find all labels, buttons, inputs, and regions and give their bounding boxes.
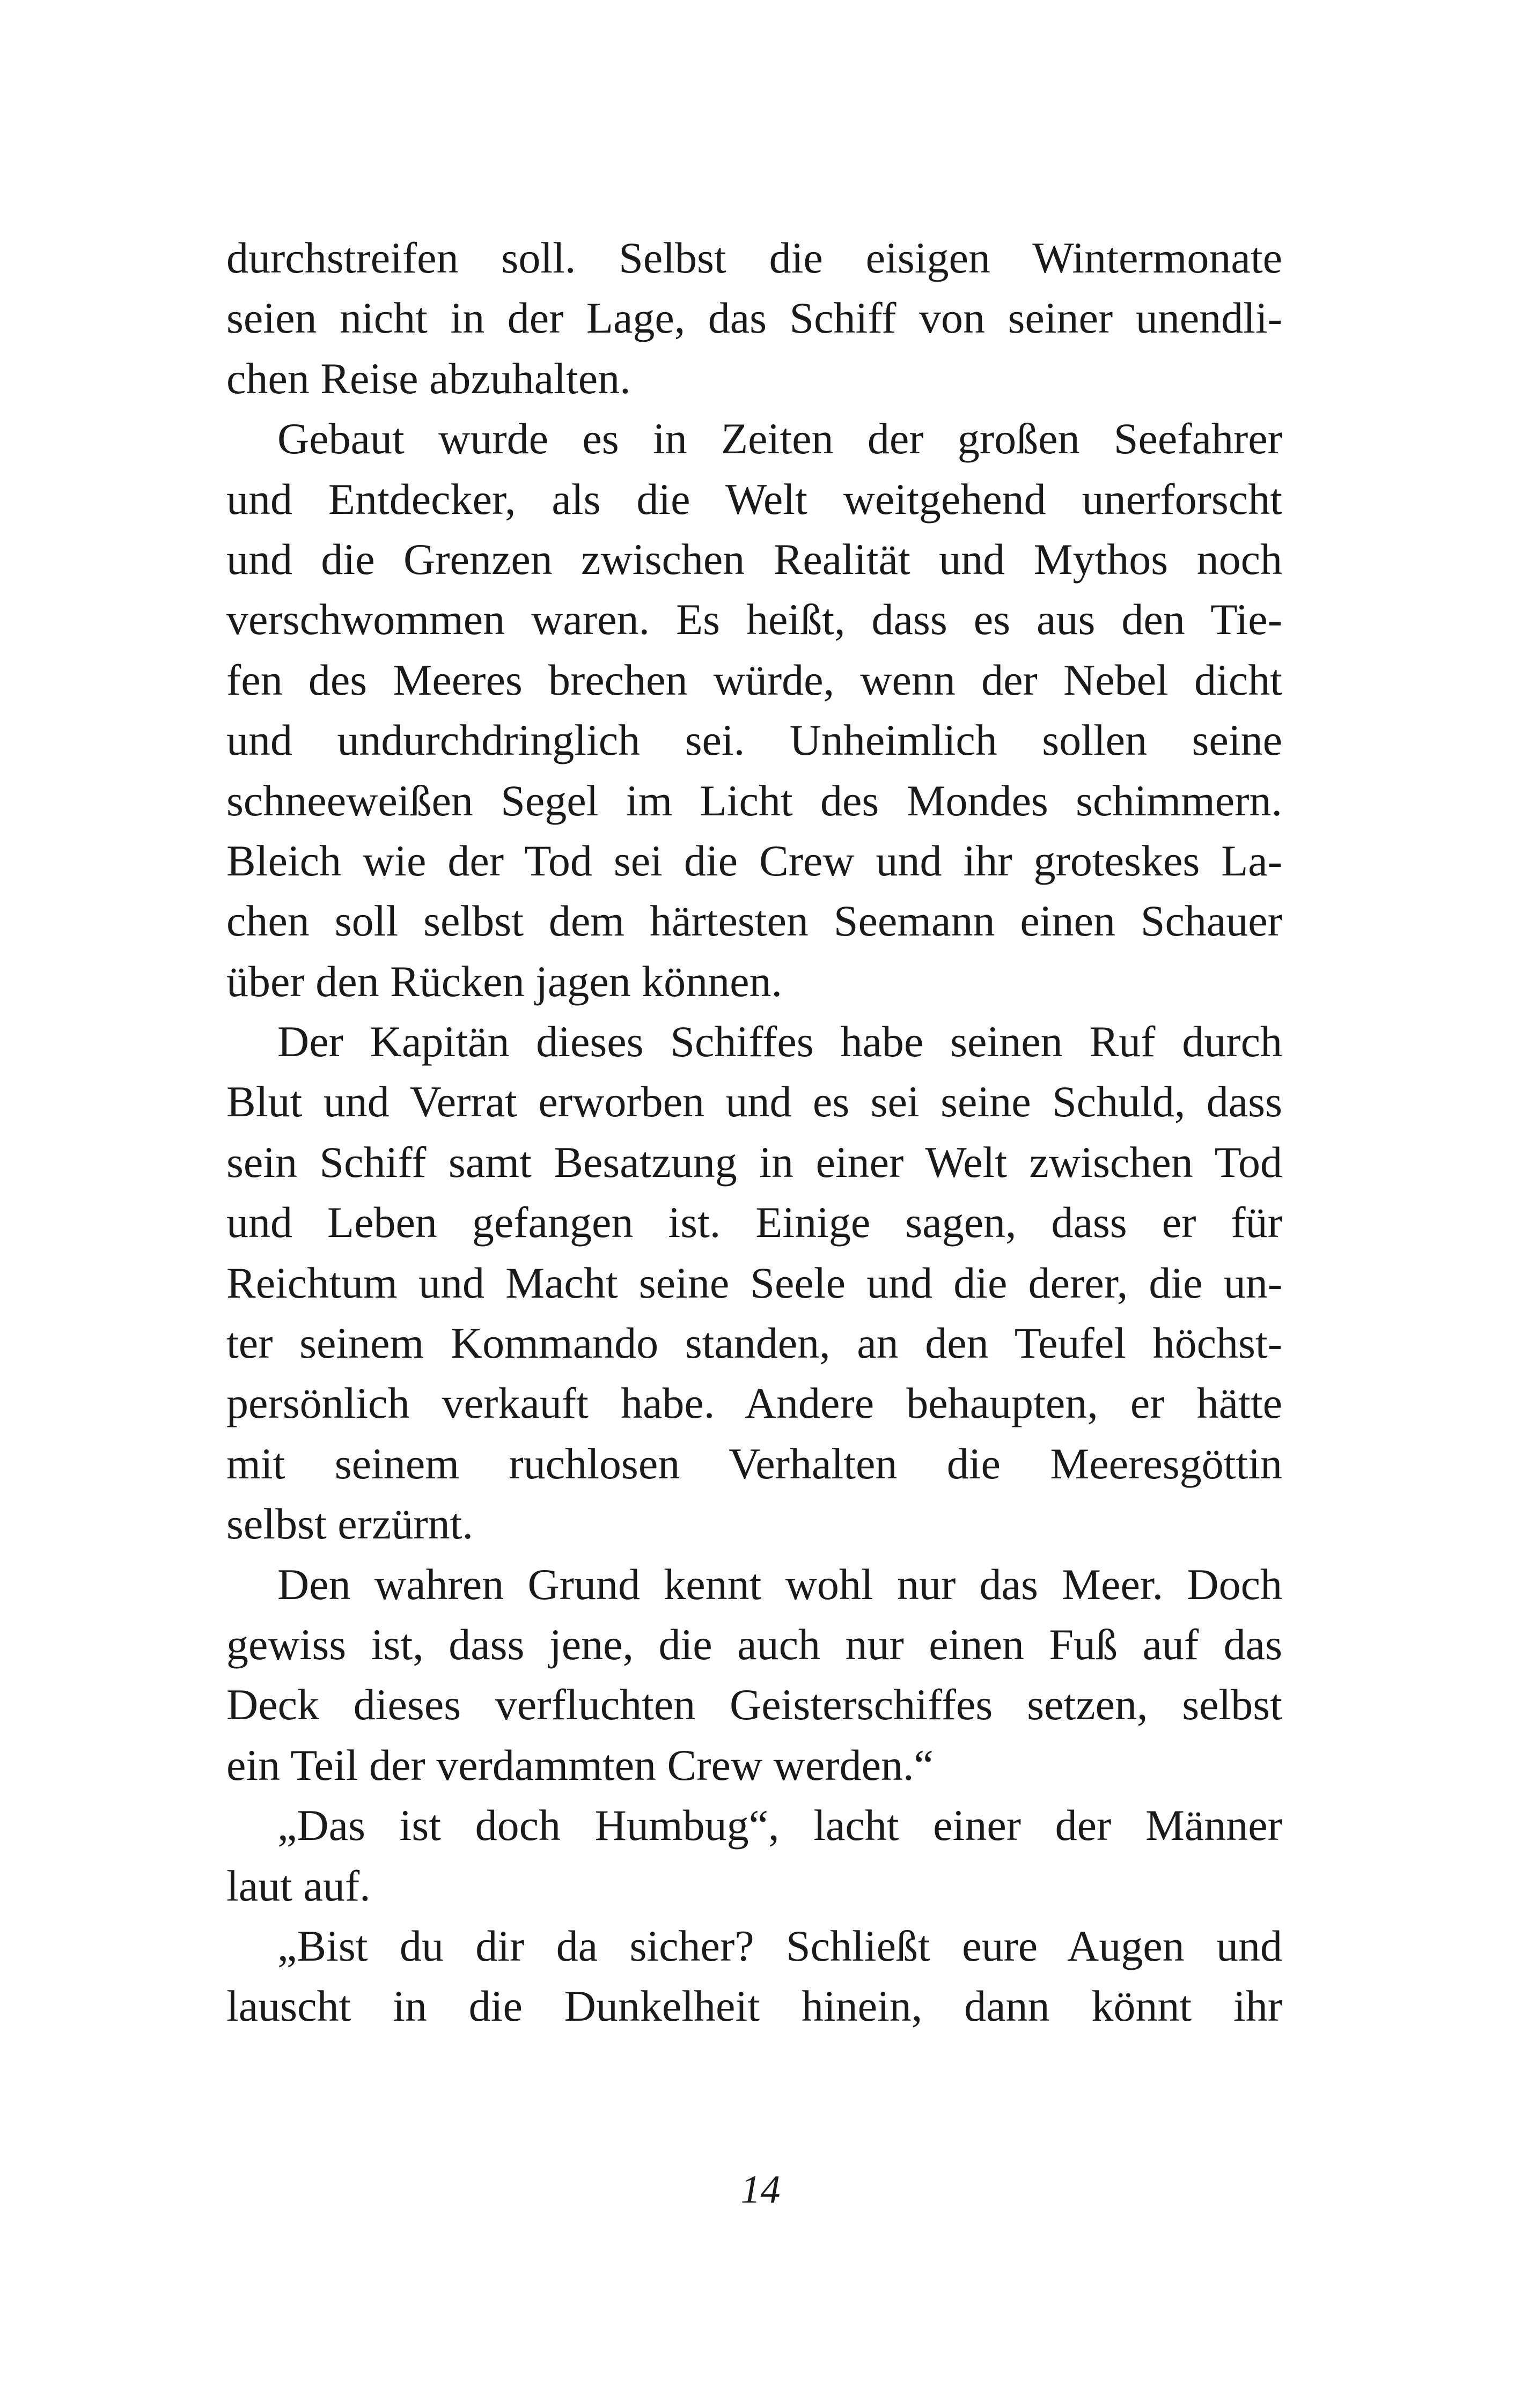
text-line: ter seinem Kommando standen, an den Teufel höchst- (226, 1319, 1282, 1368)
text-line: und Entdecker, als die Welt weitgehend unerforscht (226, 474, 1282, 524)
text-line: Den wahren Grund kennt wohl nur das Meer. Doch (277, 1559, 1282, 1609)
text-line: und Leben gefangen ist. Einige sagen, dass er für (226, 1198, 1282, 1247)
text-line: verschwommen waren. Es heißt, dass es aus den Tie- (226, 595, 1282, 644)
text-line: fen des Meeres brechen würde, wenn der Nebel dicht (226, 655, 1282, 704)
page-number: 14 (740, 2168, 781, 2212)
text-line: Blut und Verrat erworben und es sei seine Schuld, dass (226, 1077, 1282, 1126)
text-line: Deck dieses verfluchten Geisterschiffes setzen, selbst (226, 1680, 1282, 1729)
text-line: „Bist du dir da sicher? Schließt eure Augen und (277, 1921, 1282, 1970)
text-line: ein Teil der verdammten Crew werden.“ (226, 1740, 934, 1790)
text-line: gewiss ist, dass jene, die auch nur einen Fuß auf das (226, 1619, 1282, 1669)
text-line: schneeweißen Segel im Licht des Mondes schimmern. (226, 776, 1282, 825)
text-line: und die Grenzen zwischen Realität und Mythos noch (226, 534, 1282, 584)
text-line: selbst erzürnt. (226, 1499, 473, 1549)
text-line: durchstreifen soll. Selbst die eisigen Wintermonate (226, 233, 1282, 282)
body-text (226, 228, 1282, 2037)
text-line: lauscht in die Dunkelheit hinein, dann könnt ihr (226, 1982, 1282, 2031)
text-line: Bleich wie der Tod sei die Crew und ihr groteskes La- (226, 836, 1282, 885)
text-line: über den Rücken jagen können. (226, 956, 783, 1006)
text-line: Gebaut wurde es in Zeiten der großen Seefahrer (277, 414, 1282, 463)
text-line: und undurchdringlich sei. Unheimlich sollen seine (226, 716, 1282, 765)
text-line: seien nicht in der Lage, das Schiff von seiner unendli- (226, 293, 1282, 343)
text-line: Reichtum und Macht seine Seele und die derer, die un- (226, 1258, 1282, 1307)
text-line: sein Schiff samt Besatzung in einer Welt zwischen Tod (226, 1137, 1282, 1187)
text-line: „Das ist doch Humbug“, lacht einer der Männer (277, 1801, 1282, 1850)
text-line: chen soll selbst dem härtesten Seemann einen Schauer (226, 896, 1282, 946)
text-line: Der Kapitän dieses Schiffes habe seinen Ruf durch (277, 1017, 1282, 1066)
text-line: chen Reise abzuhalten. (226, 354, 631, 403)
text-line: laut auf. (226, 1861, 371, 1910)
text-line: mit seinem ruchlosen Verhalten die Meeresgöttin (226, 1439, 1282, 1488)
text-line: persönlich verkauft habe. Andere behaupten, er hätte (226, 1379, 1282, 1428)
